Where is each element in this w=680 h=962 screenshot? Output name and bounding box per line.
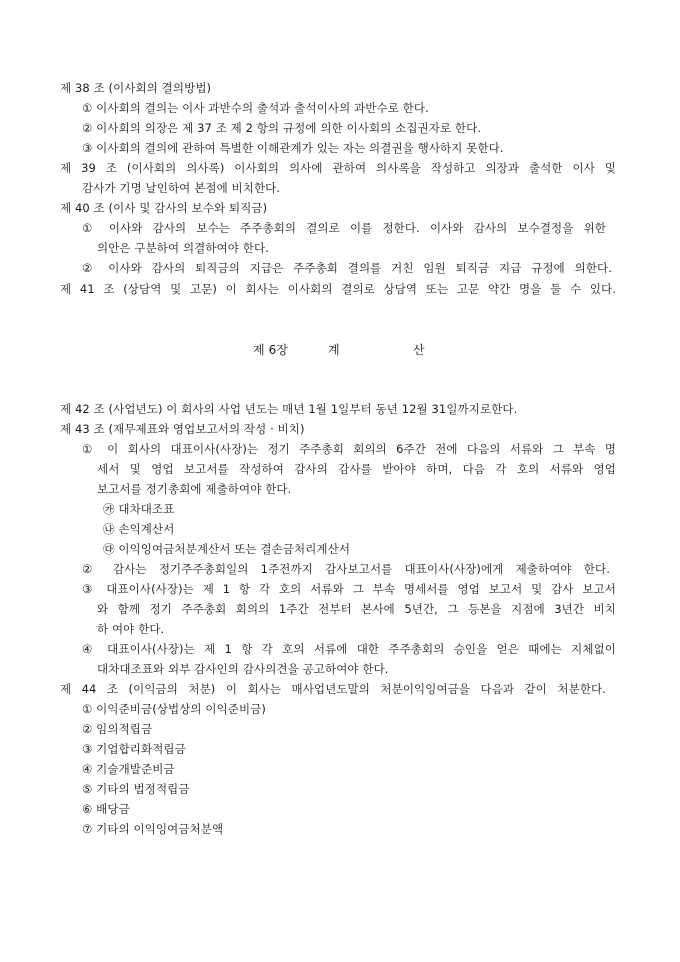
- article-43-item-1-line-1: ① 이 회사의 대표이사(사장)는 정기 주주총회 회의의 6주간 전에 다음의 서류와 그 부속 명: [82, 442, 616, 456]
- article-44-item-6: ⑥ 배당금: [82, 802, 130, 816]
- article-43-item-2: ② 감사는 정기주주총회일의 1주전까지 감사보고서를 대표이사(사장)에게 제출하여야 한다.: [82, 562, 610, 576]
- article-44-item-5: ⑤ 기타의 법정적립금: [82, 782, 190, 796]
- article-38-item-3: ③ 이사회의 결의에 관하여 특별한 이해관계가 있는 자는 의결권을 행사하지 못한다.: [82, 141, 504, 155]
- article-38-heading: 제 38 조 (이사회의 결의방법): [60, 81, 212, 95]
- article-40-item-1-line-1: ① 이사와 감사의 보수는 주주총회의 결의로 이를 정한다. 이사와 감사의 보수결정을 위한: [82, 221, 606, 235]
- article-43-item-1-line-3: 보고서를 정기총회에 제출하여야 한다.: [97, 482, 292, 496]
- article-40-item-2: ② 이사와 감사의 퇴직금의 지급은 주주총회 결의를 거친 임원 퇴직금 지급 규정에 의한다.: [82, 261, 612, 275]
- chapter-6-title-char-2: 산: [413, 343, 425, 357]
- article-39-line-1: 제 39 조 (이사회의 의사록) 이사회의 의사에 관하여 의사록을 작성하고 의장과 출석한 이사 및: [60, 161, 616, 175]
- chapter-6-number: 제 6장: [253, 343, 289, 357]
- article-44-item-4: ④ 기술개발준비금: [82, 762, 175, 776]
- article-43-item-3-line-2: 와 함께 정기 주주총회 회의의 1주간 전부터 본사에 5년간, 그 등본을 지점에 3년간 비치: [97, 602, 616, 616]
- article-43-subitem-2: ㉯ 손익계산서: [103, 522, 175, 536]
- article-40-heading: 제 40 조 (이사 및 감사의 보수와 퇴직금): [60, 201, 268, 215]
- article-43-item-1-line-2: 세서 및 영업 보고서를 작성하여 감사의 감사를 받아야 하며, 다음 각 호의 서류와 영업: [97, 462, 616, 476]
- article-43-item-4-line-2: 대차대조표와 외부 감사인의 감사의견을 공고하여야 한다.: [97, 662, 389, 676]
- article-43-subitem-3: ㉰ 이익잉여금처분계산서 또는 결손금처리계산서: [103, 542, 351, 556]
- article-43-subitem-1: ㉮ 대차대조표: [103, 502, 175, 516]
- article-43-heading: 제 43 조 (재무제표와 영업보고서의 작성 · 비치): [60, 422, 305, 436]
- article-39-line-2: 감사가 기명 날인하여 본점에 비치한다.: [82, 181, 281, 195]
- article-38-item-1: ① 이사회의 결의는 이사 과반수의 출석과 출석이사의 과반수로 한다.: [82, 101, 429, 115]
- article-44-heading: 제 44 조 (이익금의 처분) 이 회사는 매사업년도말의 처분이익잉여금을 다음과 같이 처분한다.: [60, 682, 606, 696]
- article-43-item-3-line-3: 하 여야 한다.: [97, 622, 165, 636]
- article-41: 제 41 조 (상담역 및 고문) 이 회사는 이사회의 결의로 상담역 또는 고문 약간 명을 둘 수 있다.: [60, 282, 616, 296]
- article-44-item-1: ① 이익준비금(상법상의 이익준비금): [82, 702, 267, 716]
- chapter-6-title-char-1: 계: [328, 343, 340, 357]
- article-43-item-3-line-1: ③ 대표이사(사장)는 제 1 항 각 호의 서류와 그 부속 명세서를 영업 보고서 및 감사 보고서: [82, 582, 616, 596]
- article-44-item-3: ③ 기업합리화적립금: [82, 742, 186, 756]
- article-44-item-2: ② 임의적립금: [82, 722, 153, 736]
- article-43-item-4-line-1: ④ 대표이사(사장)는 제 1 항 각 호의 서류에 대한 주주총회의 승인을 얻은 때에는 지체없이: [82, 642, 616, 656]
- article-42: 제 42 조 (사업년도) 이 회사의 사업 년도는 매년 1월 1일부터 동년 12월 31일까지로한다.: [60, 402, 518, 416]
- article-44-item-7: ⑦ 기타의 이익잉여금처분액: [82, 822, 224, 836]
- article-38-item-2: ② 이사회의 의장은 제 37 조 제 2 항의 규정에 의한 이사회의 소집권자로 한다.: [82, 121, 482, 135]
- article-40-item-1-line-2: 의안은 구분하여 의결하여야 한다.: [97, 241, 269, 255]
